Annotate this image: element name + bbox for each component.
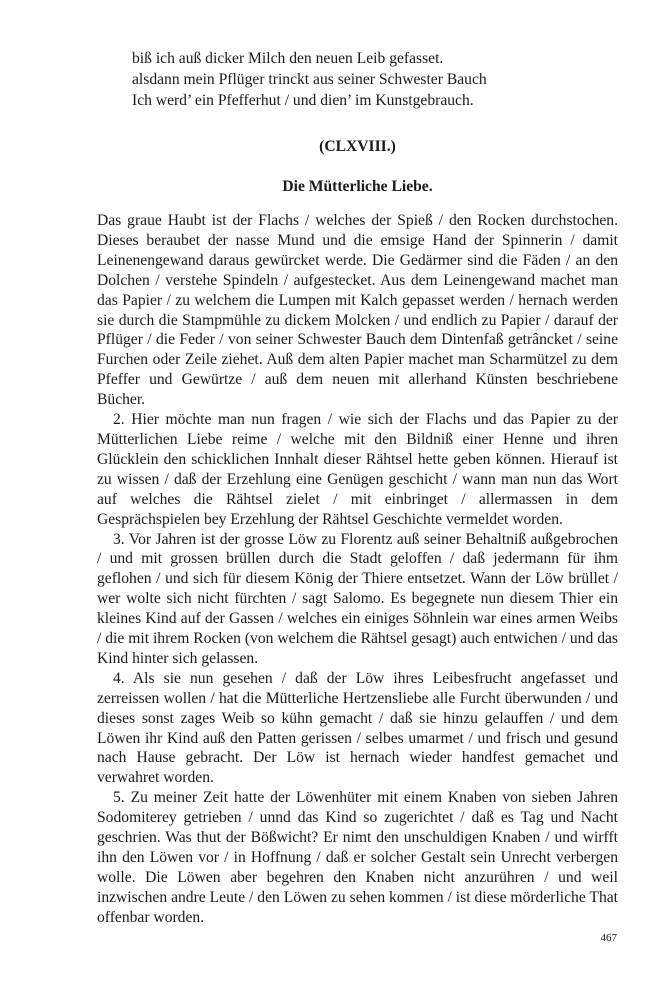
paragraph-1: Das graue Haubt ist der Flachs / welches der Spieß / den Rocken durchstochen. Dieses beraubet der nasse Mund und die emsige Hand der Spinnerin / damit Leinenengewand daraus gewürcket werde. Die Gedärmer sind die Fäden / an den Dolchen / verstehe Spindeln / aufgestecket. Aus dem Leinengewand machet man das Papier / zu welchem die Lumpen mit Kalch gepasset werden / hernach werden sie durch die Stampmühle zu dickem Molcken / und endlich zu Papier / darauf der Pflüger / die Feder / von seiner Schwester Bauch dem Dintenfaß getrâncket / seine Furchen oder Zeile ziehet. Auß dem alten Papier machet man Scharmützel zu dem Pfeffer und Gewürtze / auß dem neuen mit allerhand Künsten beschriebene Bücher. xyxy=(97,212,618,409)
verse-line: Ich werd’ ein Pfefferhut / und dien’ im Kunstgebrauch. xyxy=(132,92,474,109)
verse-stanza xyxy=(132,48,618,111)
section-title: Die Mütterliche Liebe. xyxy=(282,178,433,195)
verse-line: biß ich auß dicker Milch den neuen Leib gefasset. xyxy=(132,50,444,67)
body-text xyxy=(97,211,618,928)
page-number: 467 xyxy=(600,932,617,944)
paragraph-3: 3. Vor Jahren ist der grosse Löw zu Florentz auß seiner Behaltniß außgebrochen / und mit grossen brüllen durch die Stadt geloffen / daß jedermann für ihm geflohen / und sich für diesem König der Thiere entsetzet. Wann der Löw brüllet / wer wolte sich nicht fürchten / sagt Salomo. Es begegnete nun diesem Thier ein kleines Kind auf der Gassen / welches ein einiges Söhnlein war eines armen Weibs / die mit ihrem Rocken (von welchem die Rähtsel gesagt) auch entwichen / und das Kind hinter sich gelassen. xyxy=(97,530,618,667)
paragraph-5: 5. Zu meiner Zeit hatte der Löwenhüter mit einem Knaben von sieben Jahren Sodomiterey getrieben / unnd das Kind so zugerichtet / daß es Tag und Nacht geschrien. Was thut der Bößwicht? Er nimt den unschuldigen Knaben / und wirfft ihn den Löwen vor / in Hoffnung / daß er solcher Gestalt sein Unrecht verbergen wolle. Die Löwen aber begehren den Knaben nicht anzurühren / und weil inzwischen andre Leute / den Löwen zu sehen kommen / ist diese mörderliche That offenbar worden. xyxy=(97,789,618,926)
page-content xyxy=(97,48,618,928)
paragraph-2: 2. Hier möchte man nun fragen / wie sich der Flachs und das Papier zu der Mütterlichen Liebe reime / welche mit den Bildniß einer Henne und ihren Glücklein den schicklichen Innhalt dieser Rähtsel hette geben können. Hierauf ist zu wissen / daß der Erzehlung eine Genügen geschicht / wann man nun das Wort auf welches die Rähtsel zielet / mit einbringet / allermassen in dem Gesprächspielen bey Erzehlung der Rähtsel Geschichte vermeldet worden. xyxy=(97,411,618,528)
paragraph-4: 4. Als sie nun gesehen / daß der Löw ihres Leibesfrucht angefasset und zerreissen wollen / hat die Mütterliche Hertzensliebe alle Furcht überwunden / und dieses sonst zages Weib so kühn gemacht / daß sie hinzu gelauffen / und dem Löwen ihr Kind auß den Patten gerissen / selbes umarmet / und frisch und gesund nach Hause gebracht. Der Löw ist hernach wieder handfest gemachet und verwahret worden. xyxy=(97,669,618,787)
verse-line: alsdann mein Pflüger trinckt aus seiner Schwester Bauch xyxy=(132,71,487,88)
section-number: (CLXVIII.) xyxy=(319,138,396,155)
